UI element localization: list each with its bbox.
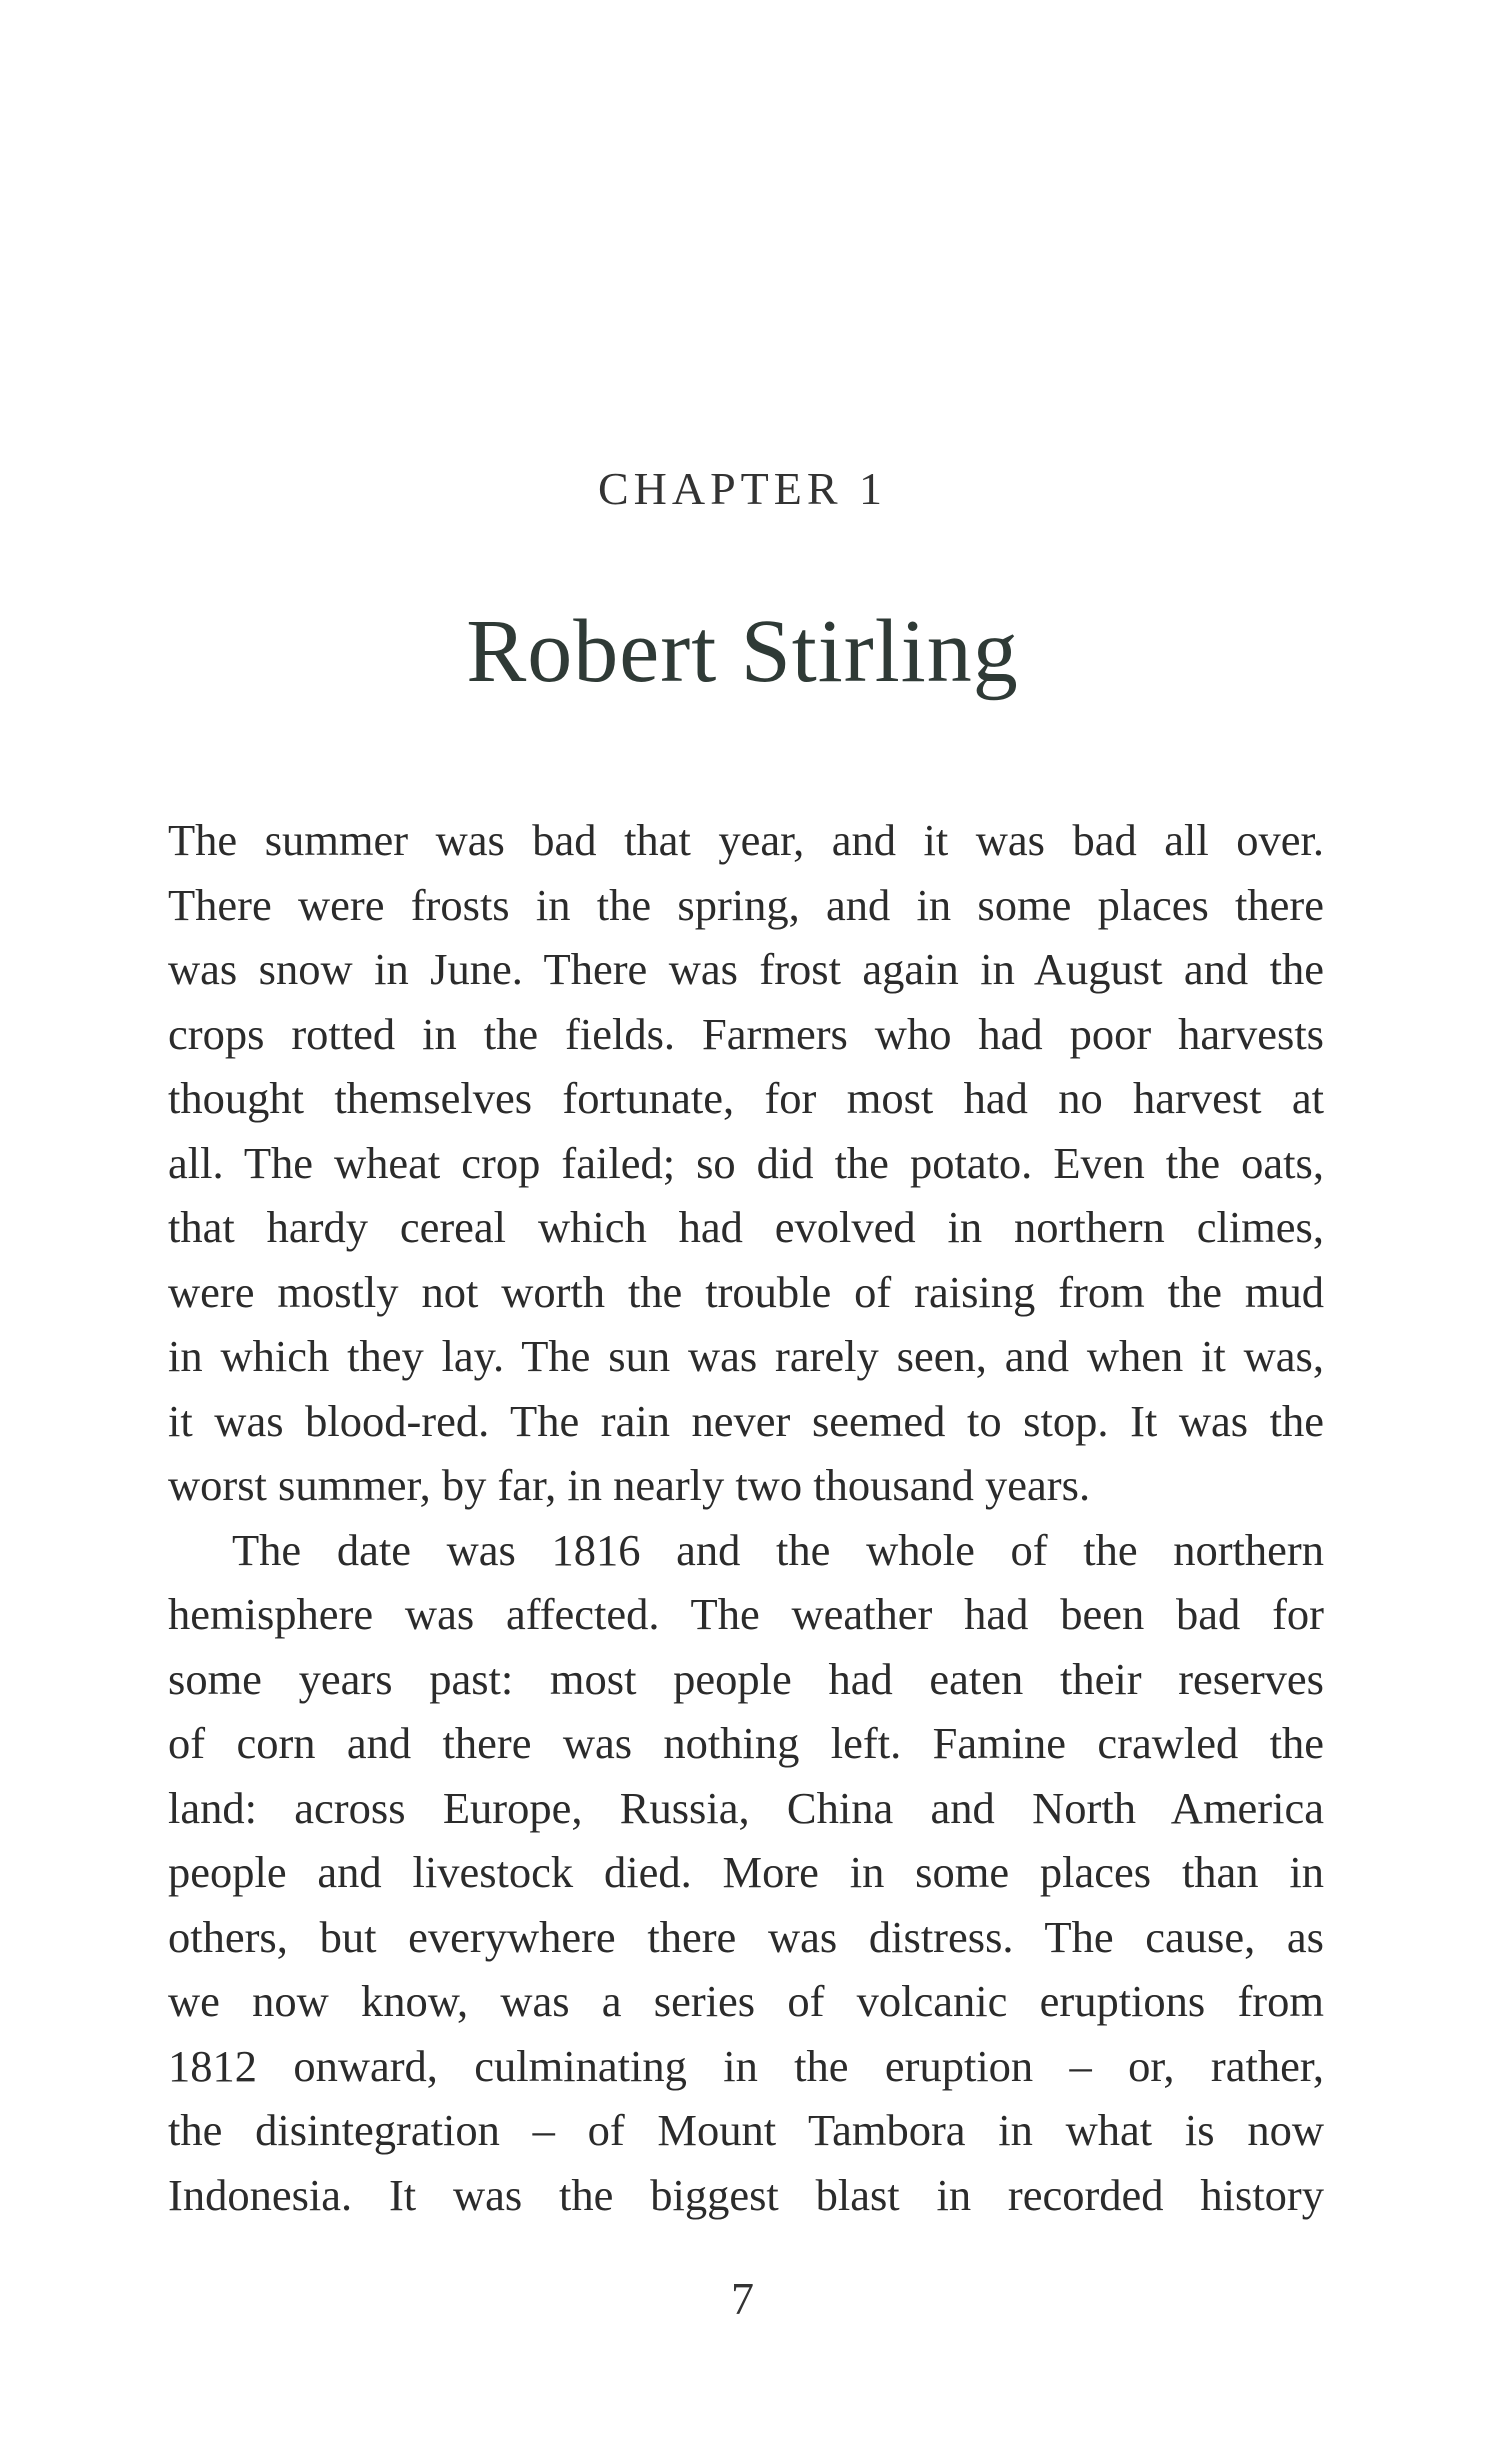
paragraph-1-line: that hardy cereal which had evolved in northern climes, [168,1202,1324,1252]
paragraph-1-line: all. The wheat crop failed; so did the potato. Even the oats, [168,1137,1324,1188]
paragraph-1-line: There were frosts in the spring, and in some places there [168,879,1324,930]
paragraph-2-line: people and livestock died. More in some places than in [168,1847,1324,1897]
page-number: 7 [731,2273,754,2324]
body-text [168,808,1324,2227]
paragraph-1-line: worst summer, by far, in nearly two thousand years. [168,1460,1091,1510]
chapter-title: Robert Stirling [466,602,1019,701]
paragraph-1-line: it was blood-red. The rain never seemed to stop. It was the [168,1395,1324,1446]
paragraph-1-line: The summer was bad that year, and it was bad all over. [168,815,1324,865]
paragraph-2-line: others, but everywhere there was distress. The cause, as [168,1911,1324,1962]
paragraph-2-line: the disintegration – of Mount Tambora in what is now [168,2105,1324,2155]
paragraph-2-line: we now know, was a series of volcanic eruptions from [168,1976,1324,2026]
paragraph-2-line: of corn and there was nothing left. Famine crawled the [168,1718,1324,1768]
paragraph-1-line: thought themselves fortunate, for most had no harvest at [168,1073,1324,1123]
paragraph-1-line: crops rotted in the fields. Farmers who had poor harvests [168,1008,1324,1059]
paragraph-2-line: 1812 onward, culminating in the eruption – or, rather, [168,2040,1324,2091]
paragraph-2-line: some years past: most people had eaten their reserves [168,1653,1324,1704]
chapter-label: CHAPTER 1 [597,463,888,514]
paragraph-2-line: Indonesia. It was the biggest blast in recorded history [168,2169,1324,2220]
paragraph-1-line: was snow in June. There was frost again in August and the [168,944,1324,994]
paragraph-1-line: in which they lay. The sun was rarely seen, and when it was, [168,1331,1324,1381]
paragraph-2-line: hemisphere was affected. The weather had been bad for [168,1589,1324,1639]
paragraph-1-line: were mostly not worth the trouble of raising from the mud [168,1266,1324,1317]
paragraph-2-line: The date was 1816 and the whole of the northern [232,1524,1324,1575]
paragraph-2-line: land: across Europe, Russia, China and North America [168,1782,1324,1833]
